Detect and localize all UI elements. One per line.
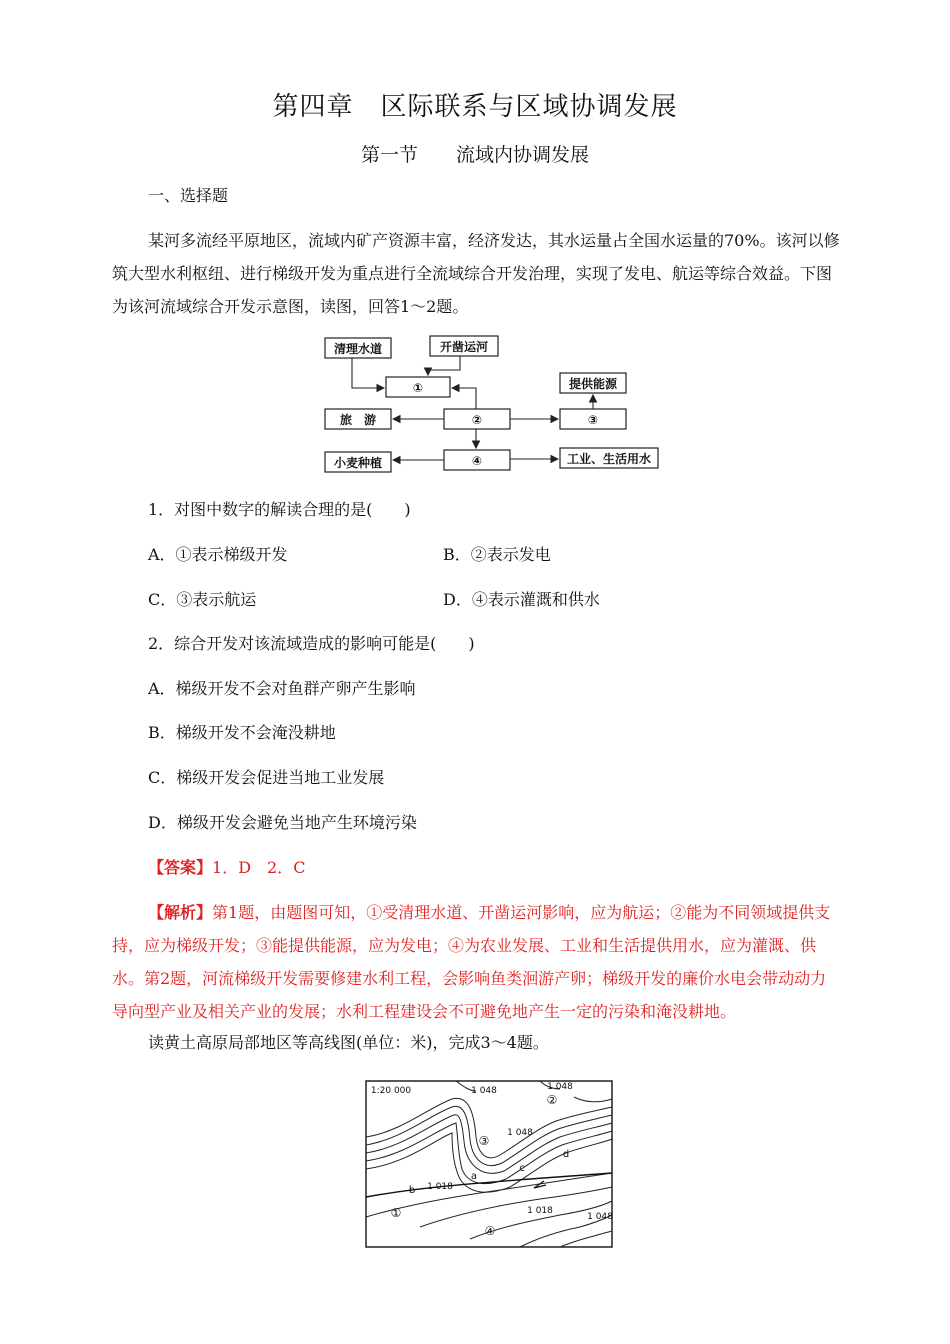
map-scale: 1:20 000 bbox=[370, 1086, 412, 1096]
label-energy: 提供能源 bbox=[568, 377, 618, 391]
label-1018-b: 1 018 bbox=[527, 1206, 553, 1216]
q1-option-b[interactable]: B．②表示发电 bbox=[443, 545, 551, 564]
q1-option-a[interactable]: A．①表示梯级开发 bbox=[148, 545, 288, 564]
answer-label: 【答案】 bbox=[148, 858, 213, 877]
label-1048-b: 1 048 bbox=[547, 1082, 573, 1092]
label-node1: ① bbox=[412, 381, 424, 395]
circle-4: ④ bbox=[484, 1224, 496, 1238]
q2-option-d[interactable]: D．梯级开发会避免当地产生环境污染 bbox=[148, 813, 417, 832]
part-heading: 一、选择题 bbox=[148, 186, 229, 205]
q1-option-d[interactable]: D．④表示灌溉和供水 bbox=[443, 590, 600, 609]
label-node4: ④ bbox=[471, 454, 483, 468]
point-c: c bbox=[519, 1163, 525, 1174]
q2-stem: 2．综合开发对该流域造成的影响可能是( ) bbox=[148, 634, 475, 653]
label-wheat: 小麦种植 bbox=[333, 456, 383, 470]
circle-3: ③ bbox=[478, 1134, 490, 1148]
analysis-text: 第1题，由题图可知，①受清理水道、开凿运河影响，应为航运；②能为不同领域提供支持，应为梯级开发；③能提供能源，应为发电；④为农业发展、工业和生活提供用水，应为灌溉、供水。第2题，河流梯级开发需要修建水利工程，会影响鱼类洄游产卵；梯级开发的廉价水电会带动动力导向型产业及相关产业的发展；水利工程建设会不可避免地产生一定的污染和淹没耕地。 bbox=[112, 903, 831, 1021]
q2-option-b[interactable]: B．梯级开发不会淹没耕地 bbox=[148, 723, 336, 742]
label-1018-a: 1 018 bbox=[427, 1182, 453, 1192]
label-water-use: 工业、生活用水 bbox=[566, 452, 652, 466]
q2-option-a[interactable]: A．梯级开发不会对鱼群产卵产生影响 bbox=[148, 679, 416, 698]
label-clean-channel: 清理水道 bbox=[333, 342, 383, 356]
label-node3: ③ bbox=[587, 413, 599, 427]
label-1048-a: 1 048 bbox=[471, 1086, 497, 1096]
section-title: 第一节 流域内协调发展 bbox=[360, 144, 589, 166]
circle-1: ① bbox=[390, 1206, 402, 1220]
development-flowchart bbox=[318, 332, 663, 477]
label-1048-d: 1 048 bbox=[587, 1212, 613, 1222]
q2-option-c[interactable]: C．梯级开发会促进当地工业发展 bbox=[148, 768, 385, 787]
point-d: d bbox=[562, 1149, 570, 1160]
label-tourism: 旅 游 bbox=[339, 413, 377, 427]
analysis-paragraph bbox=[112, 896, 842, 1028]
label-dig-canal: 开凿运河 bbox=[439, 340, 489, 354]
label-1048-c: 1 048 bbox=[507, 1128, 533, 1138]
chapter-title: 第四章 区际联系与区域协调发展 bbox=[272, 92, 678, 122]
q1-stem: 1．对图中数字的解读合理的是( ) bbox=[148, 500, 411, 519]
point-a: a bbox=[470, 1171, 478, 1182]
answer-text: 1．D 2．C bbox=[212, 858, 306, 877]
map-intro: 读黄土高原局部地区等高线图(单位：米)，完成3～4题。 bbox=[148, 1033, 549, 1052]
circle-2: ② bbox=[546, 1093, 558, 1107]
contour-map bbox=[360, 1077, 616, 1252]
answer-line bbox=[148, 855, 305, 878]
point-b: b bbox=[408, 1185, 416, 1196]
label-node2: ② bbox=[471, 413, 483, 427]
q1-option-c[interactable]: C．③表示航运 bbox=[148, 590, 257, 609]
analysis-label: 【解析】 bbox=[148, 903, 213, 922]
intro-paragraph: 某河多流经平原地区，流域内矿产资源丰富，经济发达，其水运量占全国水运量的70%。该河以修筑大型水利枢纽、进行梯级开发为重点进行全流域综合开发治理，实现了发电、航运等综合效益。下图为该河流域综合开发示意图，读图，回答1～2题。 bbox=[112, 231, 840, 316]
